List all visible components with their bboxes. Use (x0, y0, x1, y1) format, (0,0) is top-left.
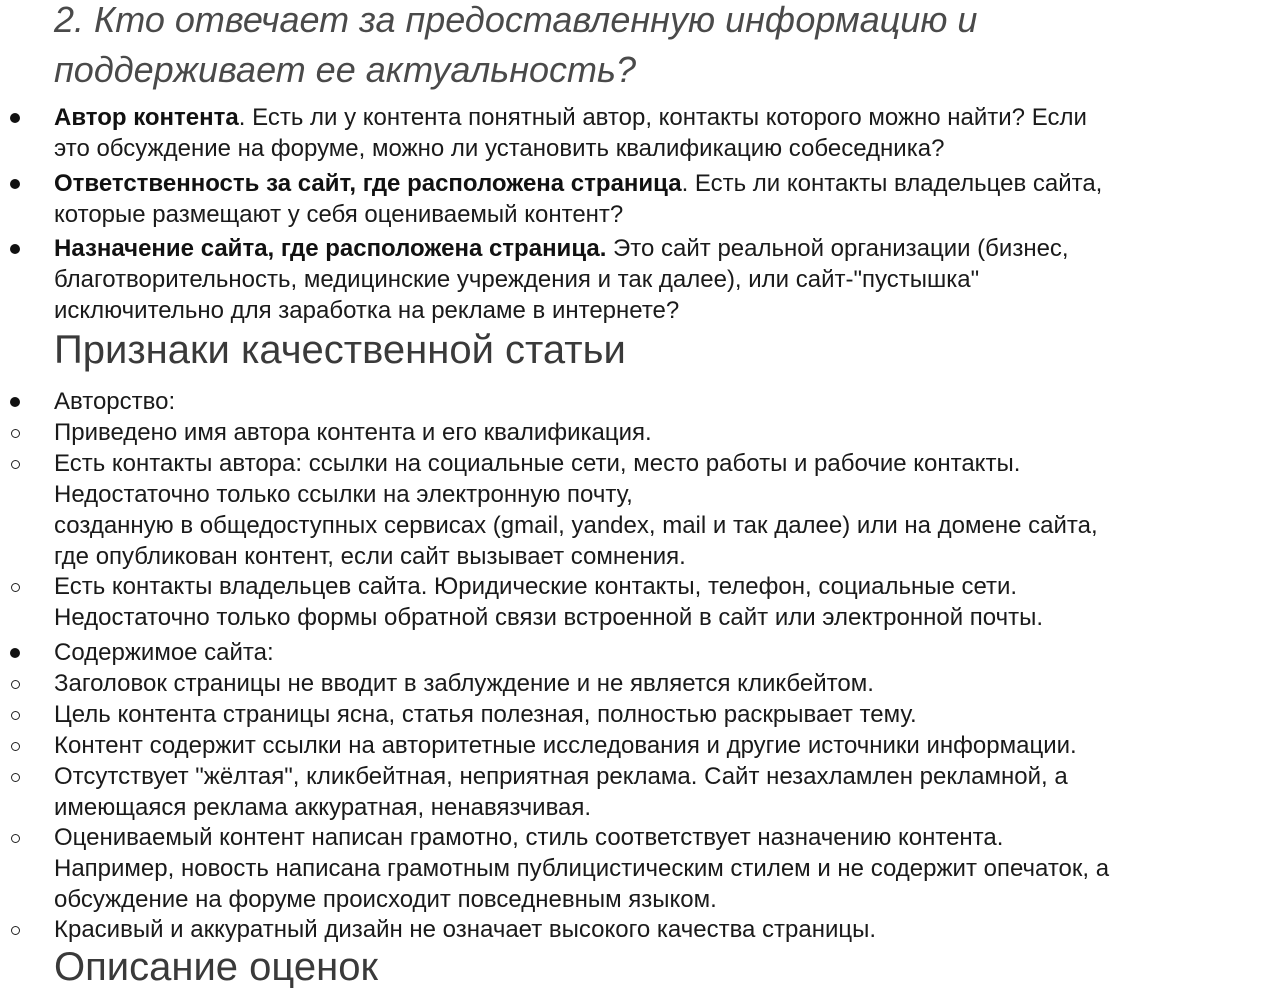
item-text: Например, новость написана грамотным публицистическим стилем и не содержит опечаток, а (54, 855, 1110, 882)
item-text: Оцениваемый контент написан грамотно, стиль соответствует назначению контента. (54, 824, 1004, 851)
item-text: Красивый и аккуратный дизайн не означает высокого качества страницы. (54, 916, 877, 943)
item-text: . Есть ли у контента понятный автор, контакты которого можно найти? Если (238, 104, 1087, 131)
item-text: Приведено имя автора контента и его квалификация. (54, 419, 652, 446)
item-text: имеющаяся реклама аккуратная, ненавязчивая. (54, 794, 592, 821)
item-text: обсуждение на форуме происходит повседневным языком. (54, 886, 717, 913)
item-text: Это сайт реальной организации (бизнес, (606, 235, 1069, 262)
next-section-title: Описание оценок (54, 945, 378, 989)
question-heading-line-1: 2. Кто отвечает за предоставленную информацию и (54, 0, 978, 40)
group-label: Содержимое сайта: (54, 639, 274, 666)
item-text: Недостаточно только ссылки на электронную почту, (54, 481, 633, 508)
item-text: Заголовок страницы не вводит в заблуждение и не является кликбейтом. (54, 670, 874, 697)
item-text: которые размещают у себя оцениваемый контент? (54, 201, 624, 228)
item-text: где опубликован контент, если сайт вызывает сомнения. (54, 543, 686, 570)
item-text: Цель контента страницы ясна, статья полезная, полностью раскрывает тему. (54, 701, 917, 728)
item-text: это обсуждение на форуме, можно ли установить квалификацию собеседника? (54, 135, 945, 162)
item-text: благотворительность, медицинские учреждения и так далее), или сайт-"пустышка" (54, 266, 980, 293)
item-text: . Есть ли контакты владельцев сайта, (681, 170, 1103, 197)
item-text: исключительно для заработка на рекламе в интернете? (54, 297, 680, 324)
section-title: Признаки качественной статьи (54, 328, 626, 372)
item-text: Есть контакты автора: ссылки на социальные сети, место работы и рабочие контакты. (54, 450, 1021, 477)
item-bold-term: Назначение сайта, где расположена страница. (54, 235, 607, 262)
item-bold-term: Ответственность за сайт, где расположена страница (54, 170, 682, 197)
item-text: созданную в общедоступных сервисах (gmail, yandex, mail и так далее) или на домене сайта, (54, 512, 1098, 539)
item-text: Отсутствует "жёлтая", кликбейтная, неприятная реклама. Сайт незахламлен рекламной, а (54, 763, 1068, 790)
question-heading-line-2: поддерживает ее актуальность? (54, 49, 636, 90)
item-bold-term: Автор контента (54, 104, 239, 131)
item-text: Есть контакты владельцев сайта. Юридические контакты, телефон, социальные сети. (54, 573, 1018, 600)
group-label: Авторство: (54, 388, 176, 415)
item-text: Недостаточно только формы обратной связи встроенной в сайт или электронной почты. (54, 604, 1043, 631)
item-text: Контент содержит ссылки на авторитетные исследования и другие источники информации. (54, 732, 1077, 759)
